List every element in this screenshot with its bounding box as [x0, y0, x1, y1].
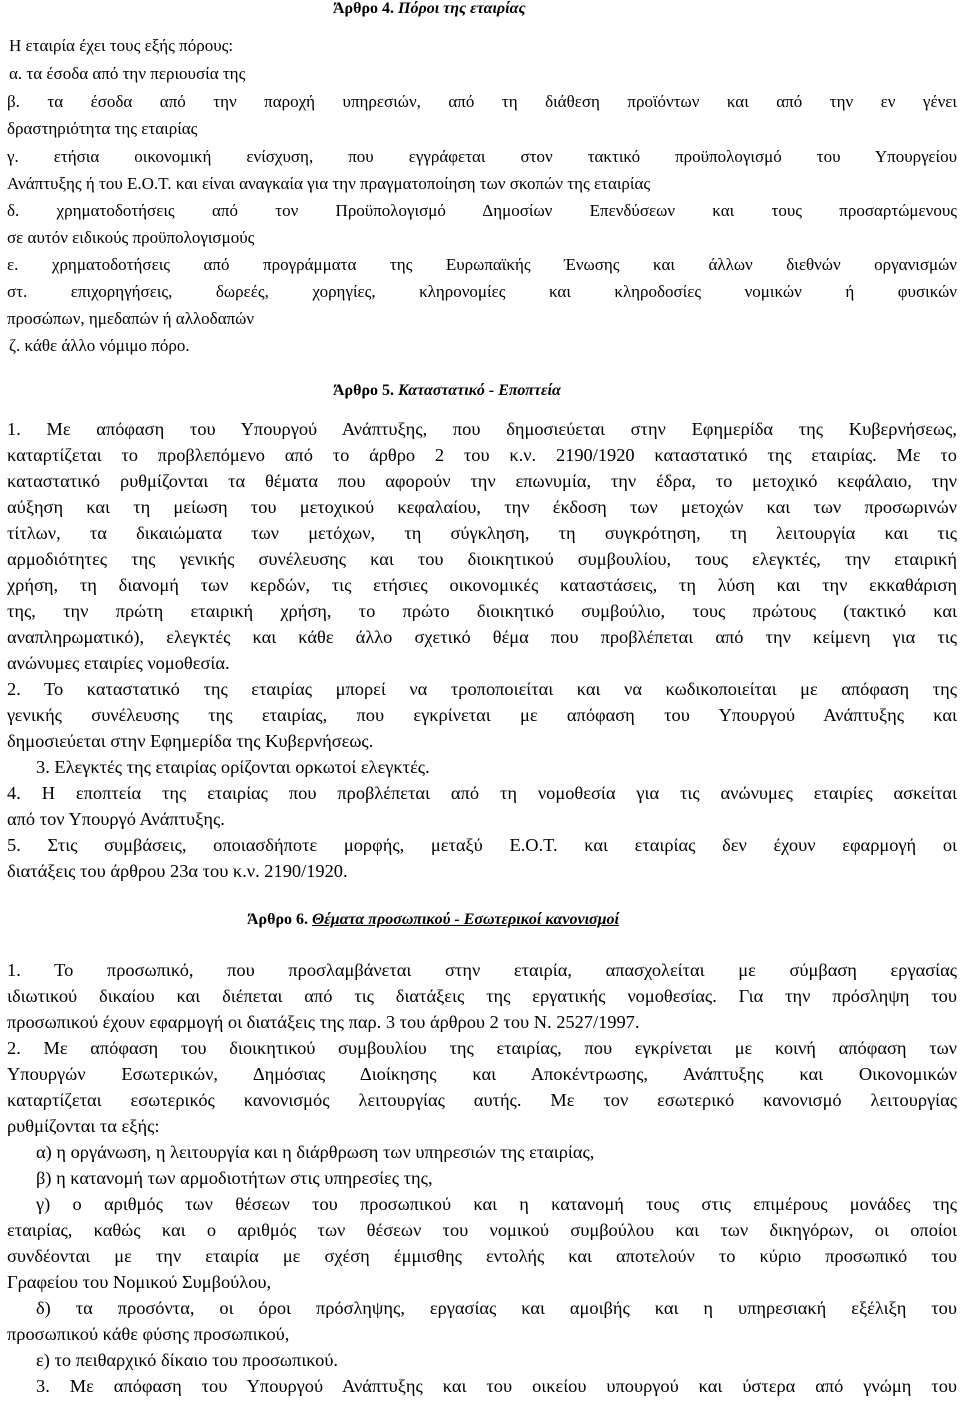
article-4-line: ζ. κάθε άλλο νόμιμο πόρο. [9, 336, 190, 355]
article-5-line: γενικής συνέλευσης της εταιρίας, που εγκρίνεται με απόφαση του Υπουργού Ανάπτυξης και [7, 705, 957, 725]
article-6-line: εταιρίας, καθώς και ο αριθμός των θέσεων του νομικού συμβούλου και των δικηγόρων, οι οποίοι [7, 1220, 957, 1240]
article-6-title: Θέματα προσωπικού - Εσωτερικοί κανονισμοί [312, 911, 619, 928]
article-5-line: 1. Με απόφαση του Υπουργού Ανάπτυξης, που δημοσιεύεται στην Εφημερίδα της Κυβερνήσεως, [7, 419, 957, 439]
article-5-line: δημοσιεύεται στην Εφημερίδα της Κυβερνήσεως. [7, 731, 374, 751]
article-5-line: της, την πρώτη εταιρική χρήση, το πρώτο διοικητικό συμβούλιο, τους πρώτους (τακτικό και [7, 601, 957, 621]
article-5-line: καταρτίζεται το προβλεπόμενο από το άρθρο 2 του κ.ν. 2190/1920 καταστατικό της εταιρίας. Με το [7, 445, 957, 465]
article-6-line: γ) ο αριθμός των θέσεων του προσωπικού και η κατανομή τους στις επιμέρους μονάδες της [36, 1194, 957, 1214]
article-5-line: αναπληρωματικό), ελεγκτές και κάθε άλλο σχετικό θέμα που προβλέπεται από την κείμενη για τις [7, 627, 957, 647]
article-6-line: προσωπικού έχουν εφαρμογή οι διατάξεις της παρ. 3 του άρθρου 2 του Ν. 2527/1997. [7, 1012, 640, 1032]
article-5-line: χρήση, τη διανομή των κερδών, τις ετήσιες οικονομικές καταστάσεις, τη λύση και την εκκαθάριση [7, 575, 957, 595]
article-4-heading [333, 0, 526, 21]
article-4-line: ε. χρηματοδοτήσεις από προγράμματα της Ευρωπαϊκής Ένωσης και άλλων διεθνών οργανισμών [7, 255, 957, 274]
article-6-line: συνδέονται με την εταιρία με σχέση έμμισθης εντολής και αποτελούν το κύριο προσωπικό του [7, 1246, 957, 1266]
article-4-line: προσώπων, ημεδαπών ή αλλοδαπών [7, 309, 255, 328]
article-6-line: Γραφείου του Νομικού Συμβούλου, [7, 1272, 272, 1292]
article-5-line: αύξηση και τη μείωση του μετοχικού κεφαλαίου, την έκδοση των μετοχών και των προσωρινών [7, 497, 957, 517]
article-4-line: Ανάπτυξης ή του Ε.Ο.Τ. και είναι αναγκαία για την πραγματοποίηση των σκοπών της εταιρίας [7, 174, 651, 193]
article-6-line: δ) τα προσόντα, οι όροι πρόσληψης, εργασίας και αμοιβής και η υπηρεσιακή εξέλιξη του [36, 1298, 957, 1318]
article-4-line: β. τα έσοδα από την παροχή υπηρεσιών, από τη διάθεση προϊόντων και από την εν γένει [7, 92, 957, 111]
article-4-line: σε αυτόν ειδικούς προϋπολογισμούς [7, 228, 255, 247]
article-5-line: από τον Υπουργό Ανάπτυξης. [7, 809, 225, 829]
article-6-line: ρυθμίζονται τα εξής: [7, 1116, 160, 1136]
article-5-line: διατάξεις του άρθρου 23α του κ.ν. 2190/1920. [7, 861, 348, 881]
article-4-line: στ. επιχορηγήσεις, δωρεές, χορηγίες, κληρονομίες και κληροδοσίες νομικών ή φυσικών [7, 282, 957, 301]
article-6-heading [247, 908, 619, 932]
article-4-line: α. τα έσοδα από την περιουσία της [9, 64, 246, 83]
article-5-title: Καταστατικό - Εποπτεία [398, 382, 561, 399]
article-4-line: δ. χρηματοδοτήσεις από τον Προϋπολογισμό Δημοσίων Επενδύσεων και τους προσαρτώμενους [7, 201, 957, 220]
article-5-line: καταστατικό ρυθμίζονται τα θέματα που αφορούν την επωνυμία, την έδρα, το μετοχικό κεφάλαιο, την [7, 471, 957, 491]
article-5-number: Άρθρο 5. [333, 382, 395, 399]
article-5-line: 3. Ελεγκτές της εταιρίας ορίζονται ορκωτοί ελεγκτές. [36, 757, 430, 777]
article-6-line: α) η οργάνωση, η λειτουργία και η διάρθρωση των υπηρεσιών της εταιρίας, [36, 1142, 595, 1162]
article-5-line: 4. Η εποπτεία της εταιρίας που προβλέπεται από τη νομοθεσία για τις ανώνυμες εταιρίες ασκείται [7, 783, 957, 803]
article-6-line: προσωπικού κάθε φύσης προσωπικού, [7, 1324, 290, 1344]
article-6-line: 2. Με απόφαση του διοικητικού συμβουλίου της εταιρίας, που εγκρίνεται με κοινή απόφαση των [7, 1038, 957, 1058]
article-5-line: ανώνυμες εταιρίες νομοθεσία. [7, 653, 230, 673]
article-6-line: ε) το πειθαρχικό δίκαιο του προσωπικού. [36, 1350, 339, 1370]
article-6-line: 3. Με απόφαση του Υπουργού Ανάπτυξης και του οικείου υπουργού και ύστερα από γνώμη του [36, 1376, 957, 1396]
article-5-line: τίτλων, τα δικαιώματα των μετόχων, τη σύγκληση, τη συγκρότηση, τη λειτουργία και τις [7, 523, 957, 543]
article-4-number: Άρθρο 4. [333, 0, 395, 17]
article-6-number: Άρθρο 6. [247, 911, 309, 928]
article-4-title: Πόροι της εταιρίας [398, 0, 526, 17]
article-6-line: καταρτίζεται εσωτερικός κανονισμός λειτουργίας αυτής. Με τον εσωτερικό κανονισμό λειτουργίας [7, 1090, 957, 1110]
article-5-line: 5. Στις συμβάσεις, οποιασδήποτε μορφής, μεταξύ Ε.Ο.Τ. και εταιρίας δεν έχουν εφαρμογή οι [7, 835, 957, 855]
article-5-line: αρμοδιότητες της γενικής συνέλευσης και του διοικητικού συμβουλίου, τους ελεγκτές, την εταιρική [7, 549, 957, 569]
article-4-line: γ. ετήσια οικονομική ενίσχυση, που εγγράφεται στον τακτικό προϋπολογισμό του Υπουργείου [7, 147, 957, 166]
article-6-line: β) η κατανομή των αρμοδιοτήτων στις υπηρεσίες της, [36, 1168, 433, 1188]
article-4-line: Η εταιρία έχει τους εξής πόρους: [9, 36, 234, 55]
article-6-line: ιδιωτικού δικαίου και διέπεται από τις διατάξεις της εργατικής νομοθεσίας. Για την πρόσληψη του [7, 986, 957, 1006]
article-5-line: 2. Το καταστατικό της εταιρίας μπορεί να τροποποιείται και να κωδικοποιείται με απόφαση της [7, 679, 957, 699]
article-5-heading [333, 379, 561, 403]
article-6-line: Υπουργών Εσωτερικών, Δημόσιας Διοίκησης και Αποκέντρωσης, Ανάπτυξης και Οικονομικών [7, 1064, 957, 1084]
article-4-line: δραστηριότητα της εταιρίας [7, 119, 198, 138]
article-6-line: 1. Το προσωπικό, που προσλαμβάνεται στην εταιρία, απασχολείται με σύμβαση εργασίας [7, 960, 957, 980]
